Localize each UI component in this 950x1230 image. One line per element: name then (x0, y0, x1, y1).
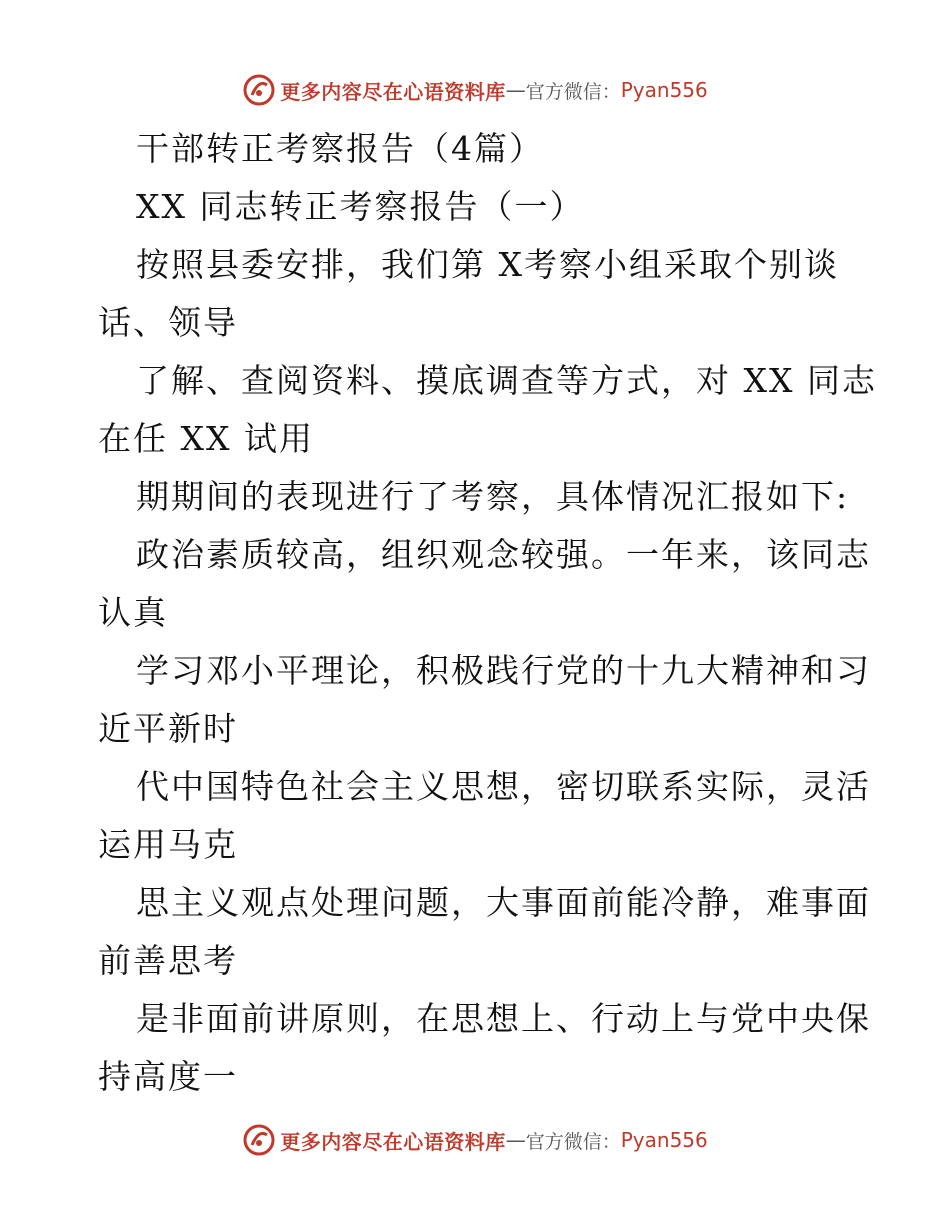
contact-label: 官方微信： (525, 1130, 621, 1153)
paragraph-line: 了解、查阅资料、摸底调查等方式，对 XX 同志 (136, 361, 877, 400)
paragraph-line: 运用马克 (98, 825, 238, 864)
header-watermark (0, 70, 950, 110)
paragraph-line: 认真 (98, 593, 168, 632)
paragraph-line: 前善思考 (98, 941, 238, 980)
paragraph-line: 在任 XX 试用 (98, 419, 314, 458)
paragraph-line: 思主义观点处理问题，大事面前能冷静，难事面 (136, 883, 871, 922)
brand-text: 更多内容尽在心语资料库 (280, 1129, 506, 1154)
contact-id: Pyan556 (620, 1128, 708, 1152)
paragraph-line: 政治素质较高，组织观念较强。一年来，该同志 (136, 535, 871, 574)
paragraph-line: 期期间的表现进行了考察，具体情况汇报如下: (136, 477, 850, 516)
paragraph-line: 持高度一 (98, 1057, 238, 1096)
paragraph-line: 按照县委安排，我们第 X考察小组采取个别谈 (136, 245, 839, 284)
banner-separator: — (505, 1128, 526, 1152)
brand-text: 更多内容尽在心语资料库 (280, 79, 506, 104)
banner-separator: — (505, 78, 526, 102)
contact-id: Pyan556 (620, 78, 708, 102)
brand-logo-icon (242, 73, 276, 107)
paragraph-line: 话、领导 (98, 303, 238, 342)
section-heading: XX 同志转正考察报告（一） (136, 187, 585, 226)
document-title: 干部转正考察报告（4篇） (136, 129, 544, 168)
paragraph-line: 近平新时 (98, 709, 238, 748)
paragraph-line: 学习邓小平理论，积极践行党的十九大精神和习 (136, 651, 871, 690)
paragraph-line: 代中国特色社会主义思想，密切联系实际，灵活 (136, 767, 871, 806)
footer-watermark (0, 1120, 950, 1160)
contact-label: 官方微信： (525, 80, 621, 103)
document-body (98, 120, 877, 1106)
paragraph-line: 是非面前讲原则，在思想上、行动上与党中央保 (136, 999, 871, 1038)
brand-logo-icon (242, 1123, 276, 1157)
